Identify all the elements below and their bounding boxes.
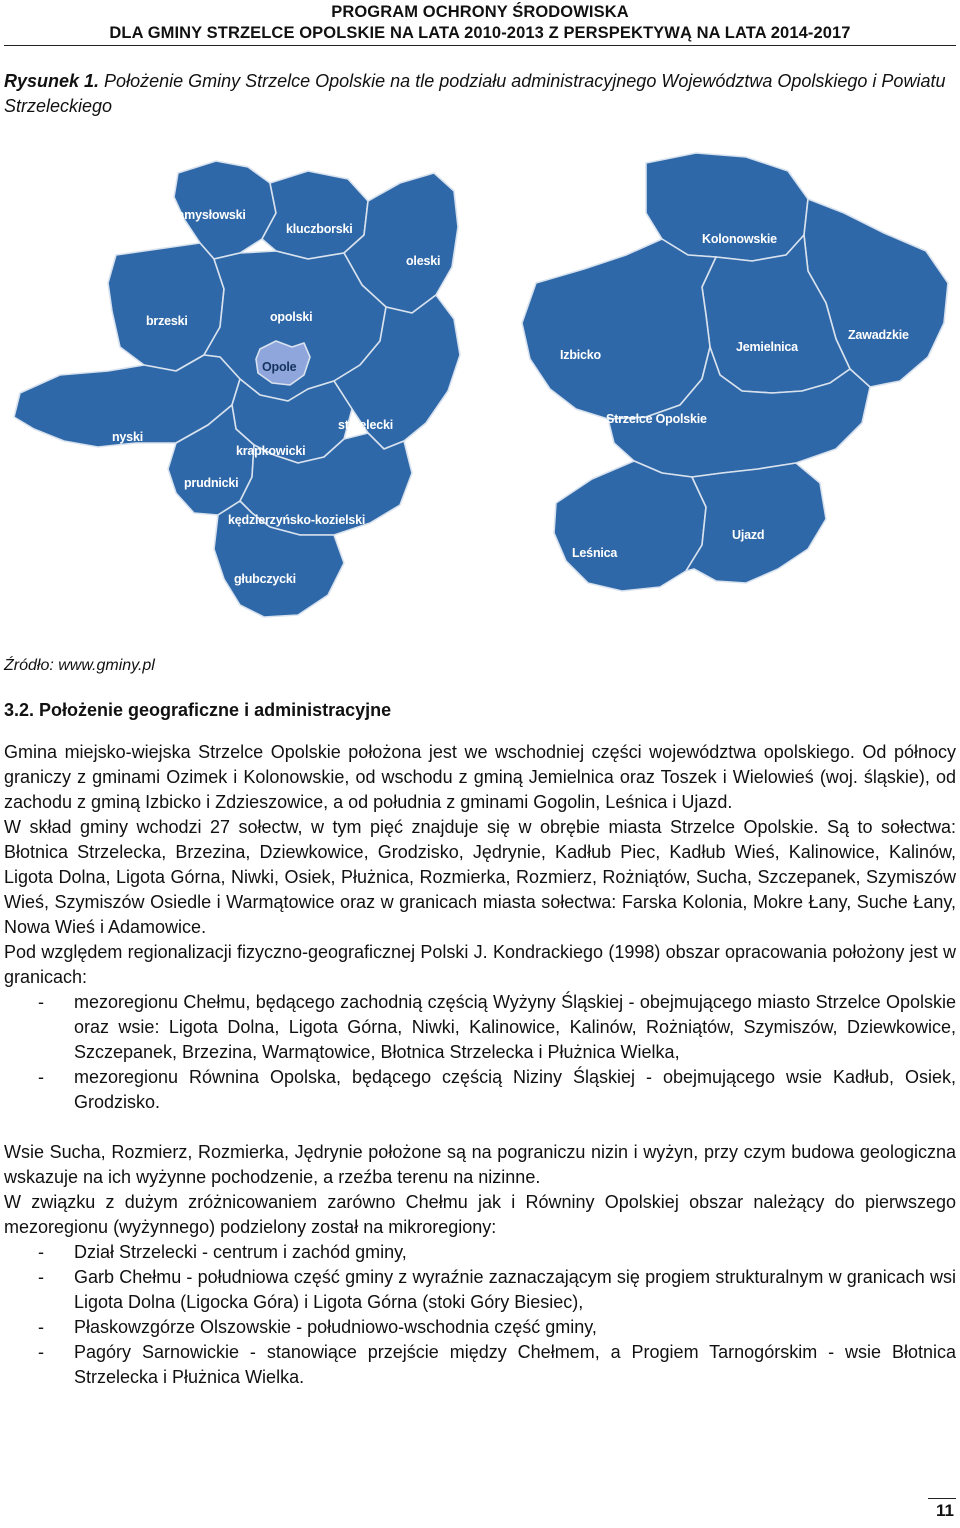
list-item-text: Pagóry Sarnowickie - stanowiące przejście między Chełmem, a Progiem Tarnogórskim - wsie Błotnica Strzelecka i Płużnica Wielka. [74,1342,956,1387]
label-ujazd: Ujazd [732,528,765,542]
label-izbicko: Izbicko [560,348,601,362]
label-lesnica: Leśnica [572,546,618,560]
label-glubczycki: głubczycki [234,572,296,586]
label-opole: Opole [262,360,297,374]
voivodeship-map [8,143,468,653]
header-line2: DLA GMINY STRZELCE OPOLSKIE NA LATA 2010-2013 Z PERSPEKTYWĄ NA LATA 2014-2017 [4,23,956,46]
list-item-text: mezoregionu Chełmu, będącego zachodnią częścią Wyżyny Śląskiej - obejmującego miasto Strzelce Opolskie oraz wsie: Ligota Dolna, Ligota Górna, Niwki, Kalinowice, Kalinów, Rożniątów, Szymiszów, Dziewkowice, Szczepanek, Brzezina, Warmątowice, Błotnica Strzelecka i Płużnica Wielka, [74,992,956,1062]
region-izbicko [522,239,716,419]
bullet-dash: - [38,992,44,1012]
label-namyslowski: namysłowski [170,208,246,222]
county-map [496,143,956,653]
bullet-dash: - [38,1267,44,1287]
list-item-text: Garb Chełmu - południowa część gminy z wyraźnie zaznaczającym się progiem strukturalnym w granicach wsi Ligota Dolna (Ligocka Góra) i Ligota Górna (stoki Góry Biesiec), [74,1267,956,1312]
region-ujazd [686,463,826,583]
list-item-text: mezoregionu Równina Opolska, będącego częścią Niziny Śląskiej - obejmującego wsie Kadłub, Osiek, Grodzisko. [74,1067,956,1112]
section-title: 3.2. Położenie geograficzne i administracyjne [4,700,392,720]
region-lesnica [554,461,706,591]
label-prudnicki: prudnicki [184,476,239,490]
page-number: 11 [936,1501,954,1520]
paragraph-2: W skład gminy wchodzi 27 sołectw, w tym pięć znajduje się w obrębie miasta Strzelce Opolskie. Są to sołectwa: Błotnica Strzelecka, Brzezina, Dziewkowice, Grodzisko, Jędrynie, Kadłub Piec, Kadłub Wieś, Kalinowice, Kalinów, Ligota Dolna, Ligota Górna, Niwki, Osiek, Płużnica, Rozmierka, Rozmierz, Rożniątów, Sucha, Szczepanek, Szymiszów Wieś, Szymiszów Osiedle i Warmątowice oraz w granicach miasta sołectwa: Farska Kolonia, Mokre Łany, Suche Łany, Nowa Wieś i Adamowice. [4,817,956,937]
label-kolonowskie: Kolonowskie [702,232,777,246]
figure-maps [0,143,960,653]
page-header [0,2,960,46]
list-item-text: Dział Strzelecki - centrum i zachód gminy, [74,1242,407,1262]
list-item [4,1265,956,1315]
bullet-dash: - [38,1067,44,1087]
paragraph-5: W związku z dużym zróżnicowaniem zarówno Chełmu jak i Równiny Opolskiej obszar należący do pierwszego mezoregionu (wyżynnego) podzielony został na mikroregiony: [4,1192,956,1237]
paragraph-1: Gmina miejsko-wiejska Strzelce Opolskie położona jest we wschodniej części województwa opolskiego. Od północy graniczy z gminami Ozimek i Kolonowskie, od wschodu z gminą Jemielnica oraz Toszek i Wielowieś (woj. śląskie), od zachodu z gminą Izbicko i Zdzieszowice, a od południa z gminami Gogolin, Leśnica i Ujazd. [4,742,956,812]
figure-caption [4,69,956,119]
label-zawadzkie: Zawadzkie [848,328,909,342]
figure-caption-text: Położenie Gminy Strzelce Opolskie na tle podziału administracyjnego Województwa Opolskiego i Powiatu Strzeleckiego [4,71,946,116]
figure-label: Rysunek 1. [4,71,100,91]
list-item [4,1240,956,1265]
label-jemielnica: Jemielnica [736,340,798,354]
label-kluczborski: kluczborski [286,222,353,236]
label-strzelecki: strzelecki [338,418,393,432]
bullet-dash: - [38,1342,44,1362]
list-item [4,1315,956,1340]
bullet-dash: - [38,1242,44,1262]
label-brzeski: brzeski [146,314,188,328]
body-text [4,740,956,1390]
list-item-text: Płaskowzgórze Olszowskie - południowo-wschodnia część gminy, [74,1317,597,1337]
header-line1: PROGRAM OCHRONY ŚRODOWISKA [331,3,629,21]
page-number-rule [928,1498,956,1499]
label-oleski: oleski [406,254,441,268]
paragraph-3: Pod względem regionalizacji fizyczno-geograficznej Polski J. Kondrackiego (1998) obszar opracowania położony jest w granicach: [4,942,956,987]
label-kedzierzynsko: kędzierzyńsko-kozielski [228,513,366,527]
label-nyski: nyski [112,430,143,444]
bullet-dash: - [38,1317,44,1337]
label-strzelce: Strzelce Opolskie [606,412,707,426]
label-opolski: opolski [270,310,313,324]
figure-source: Źródło: www.gminy.pl [4,657,155,674]
paragraph-4: Wsie Sucha, Rozmierz, Rozmierka, Jędrynie położone są na pograniczu nizin i wyżyn, przy czym budowa geologiczna wskazuje na ich wyżynne pochodzenie, a rzeźba terenu na nizinne. [4,1142,956,1187]
label-krapkowicki: krapkowicki [236,444,306,458]
list-item [4,1065,956,1115]
list-item [4,990,956,1065]
list-item [4,1340,956,1390]
